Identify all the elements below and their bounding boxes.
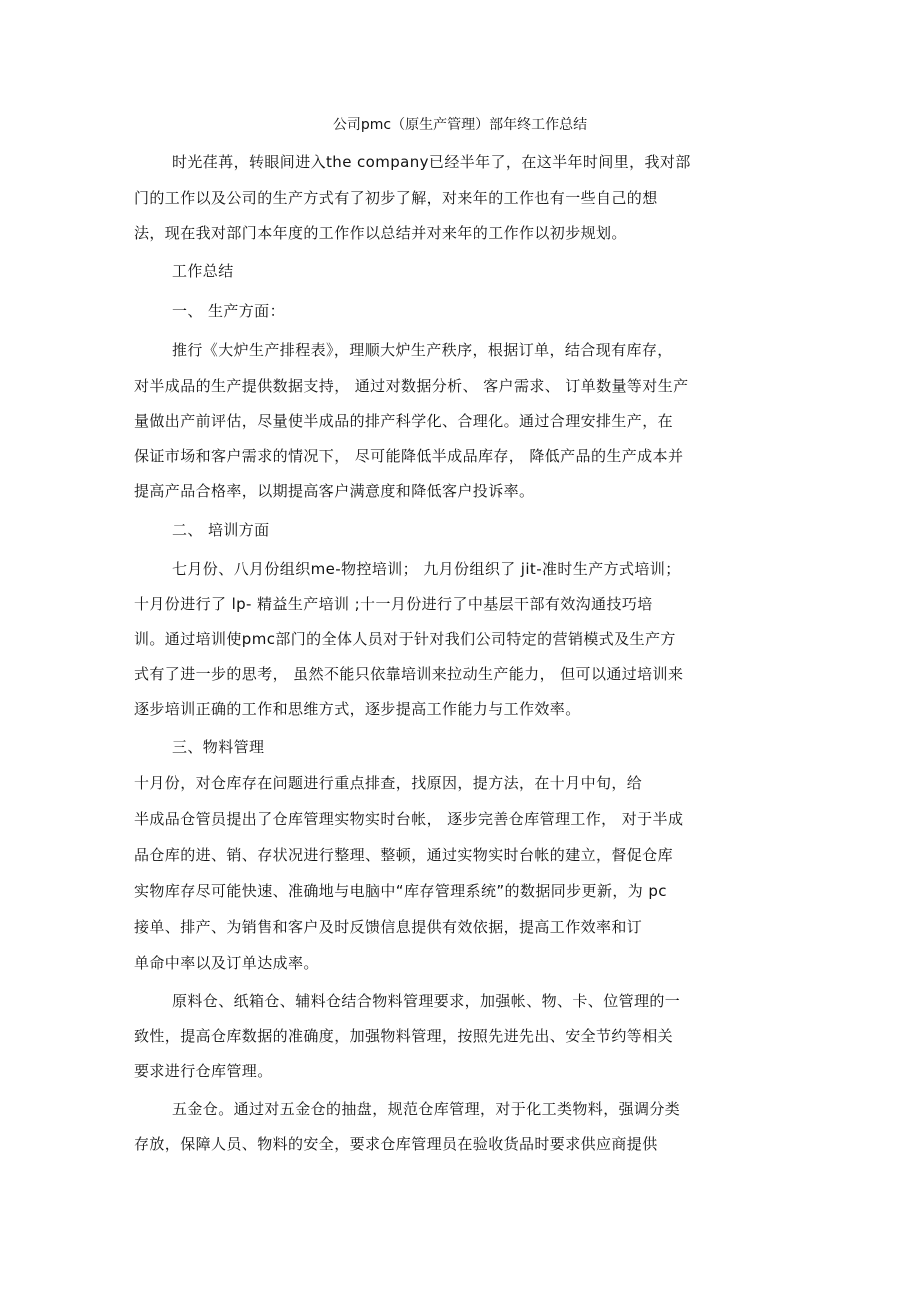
- paragraph-line: 量做出产前评估，尽量使半成品的排产科学化、合理化。通过合理安排生产，在: [134, 412, 674, 430]
- paragraph-line: 半成品仓管员提出了仓库管理实物实时台帐， 逐步完善仓库管理工作， 对于半成: [134, 810, 684, 828]
- paragraph-line: 时光荏苒，转眼间进入the company已经半年了，在这半年时间里，我对部: [172, 153, 691, 171]
- section-heading: 一、 生产方面：: [172, 302, 285, 320]
- section-heading: 三、物料管理: [172, 738, 265, 756]
- paragraph-line: 单命中率以及订单达成率。: [134, 954, 319, 972]
- section-heading: 工作总结: [172, 262, 234, 280]
- document-title: 公司pmc（原生产管理）部年终工作总结: [332, 117, 588, 133]
- paragraph-line: 法，现在我对部门本年度的工作作以总结并对来年的工作作以初步规划。: [134, 224, 627, 242]
- paragraph-line: 品仓库的进、销、存状况进行整理、整顿，通过实物实时台帐的建立，督促仓库: [134, 846, 674, 864]
- paragraph-line: 十月份，对仓库存在问题进行重点排查，找原因，提方法，在十月中旬，给: [134, 774, 643, 792]
- paragraph-line: 提高产品合格率，以期提高客户满意度和降低客户投诉率。: [134, 482, 535, 500]
- paragraph-line: 实物库存尽可能快速、准确地与电脑中“库存管理系统”的数据同步更新，为 pc: [134, 882, 667, 900]
- paragraph-line: 致性，提高仓库数据的准确度，加强物料管理，按照先进先出、安全节约等相关: [134, 1027, 674, 1045]
- paragraph-line: 十月份进行了 lp- 精益生产培训 ;十一月份进行了中基层干部有效沟通技巧培: [134, 595, 653, 613]
- paragraph-line: 原料仓、纸箱仓、辅料仓结合物料管理要求，加强帐、物、卡、位管理的一: [172, 992, 681, 1010]
- paragraph-line: 推行《大炉生产排程表》，理顺大炉生产秩序，根据订单，结合现有库存，: [172, 341, 673, 359]
- paragraph-line: 七月份、八月份组织me-物控培训； 九月份组织了 jit-准时生产方式培训；: [172, 560, 681, 578]
- paragraph-line: 保证市场和客户需求的情况下， 尽可能降低半成品库存， 降低产品的生产成本并: [134, 447, 684, 465]
- paragraph-line: 对半成品的生产提供数据支持， 通过对数据分析、 客户需求、 订单数量等对生产: [134, 377, 689, 395]
- paragraph-line: 逐步培训正确的工作和思维方式，逐步提高工作能力与工作效率。: [134, 700, 581, 718]
- paragraph-line: 门的工作以及公司的生产方式有了初步了解，对来年的工作也有一些自己的想: [134, 189, 658, 207]
- paragraph-line: 要求进行仓库管理。: [134, 1062, 273, 1080]
- paragraph-line: 接单、排产、为销售和客户及时反馈信息提供有效依据，提高工作效率和订: [134, 918, 643, 936]
- paragraph-line: 存放，保障人员、物料的安全，要求仓库管理员在验收货品时要求供应商提供: [134, 1135, 658, 1153]
- paragraph-line: 式有了进一步的思考， 虽然不能只依靠培训来拉动生产能力， 但可以通过培训来: [134, 665, 684, 683]
- paragraph-line: 五金仓。通过对五金仓的抽盘，规范仓库管理，对于化工类物料，强调分类: [172, 1100, 681, 1118]
- paragraph-line: 训。通过培训使pmc部门的全体人员对于针对我们公司特定的营销模式及生产方: [134, 630, 676, 648]
- section-heading: 二、 培训方面: [172, 521, 270, 539]
